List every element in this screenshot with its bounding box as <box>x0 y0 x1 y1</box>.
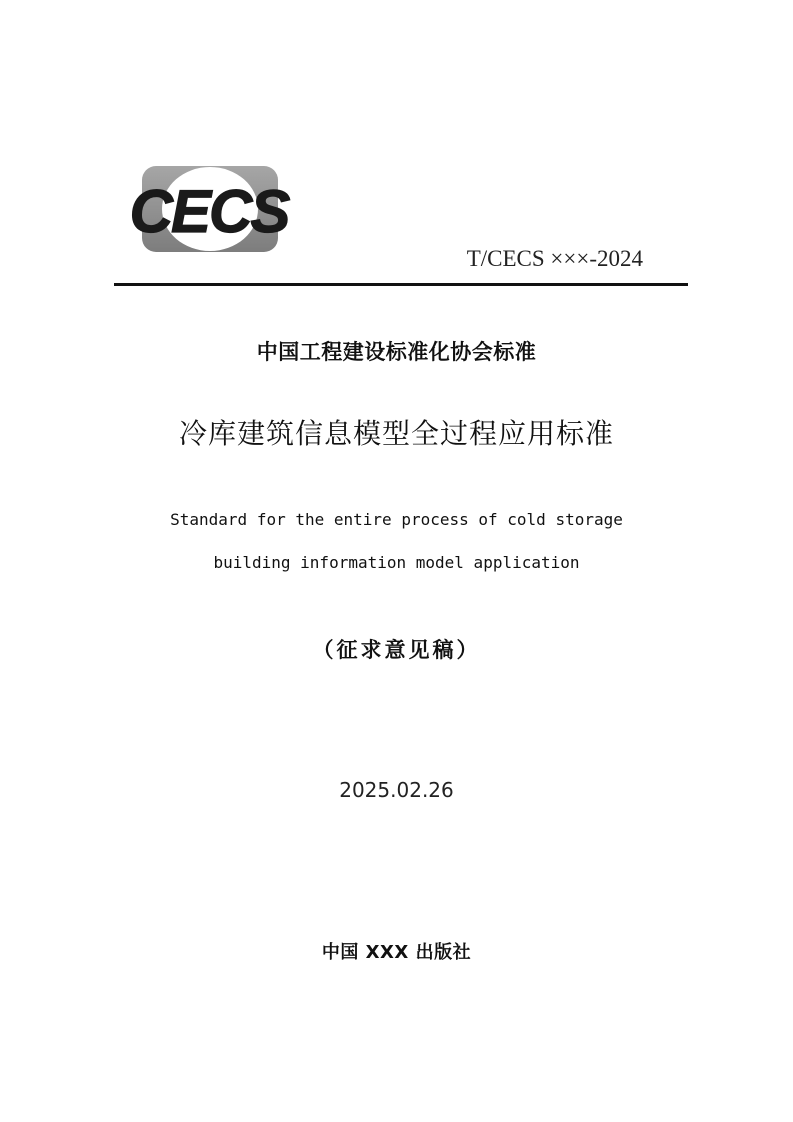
title-chinese: 冷库建筑信息模型全过程应用标准 <box>178 417 614 450</box>
standard-number: T/CECS ×××-2024 <box>466 246 643 271</box>
document-date: 2025.02.26 <box>339 778 454 802</box>
title-english-line-1: Standard for the entire process of cold storage <box>170 510 623 529</box>
logo-text: CECS <box>129 178 289 245</box>
cecs-logo <box>124 164 294 254</box>
association-heading: 中国工程建设标准化协会标准 <box>256 340 537 364</box>
draft-label: （征求意见稿） <box>312 638 481 662</box>
header-divider <box>114 283 688 286</box>
title-english-line-2: building information model application <box>213 553 580 572</box>
publisher-name: 中国 XXX 出版社 <box>321 942 472 963</box>
